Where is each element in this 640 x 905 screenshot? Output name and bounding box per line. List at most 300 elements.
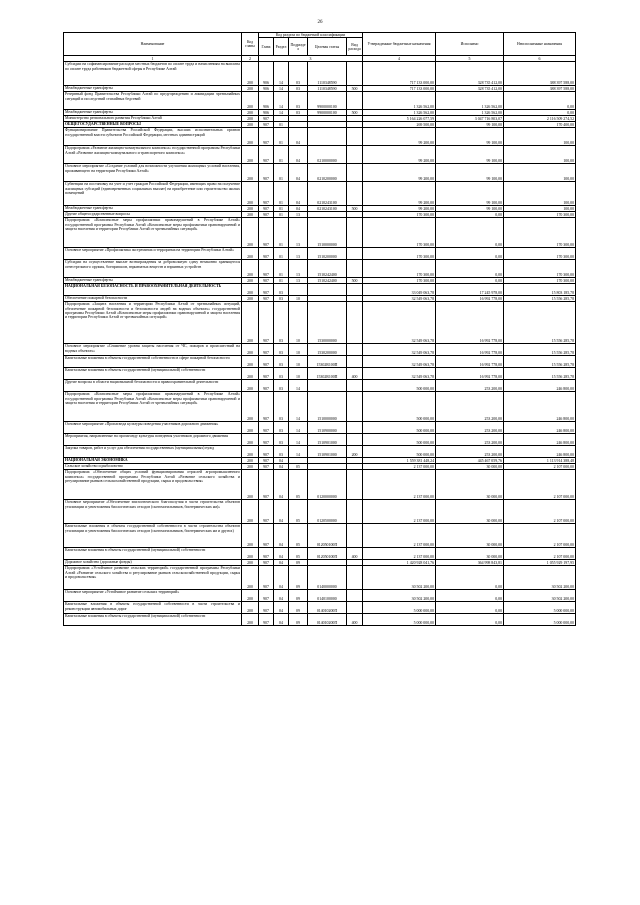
row-name: Подпрограмма «Комплексные меры профилактики правонарушений в Республике Алтай» государственной программы Республики Алтай «Комплексные меры профилактики правонарушений и защита населения и территории Республики Алтай от чрезвычайных ситуаций» — [64, 392, 242, 422]
row-vr: 200 — [347, 446, 363, 458]
row-csr: 1510900000 — [308, 422, 347, 434]
row-podrazdel — [289, 284, 308, 296]
row-razdel: 01 — [274, 260, 289, 278]
row-kod: 200 — [242, 500, 259, 524]
row-kod: 200 — [242, 296, 259, 302]
row-csr: 1530200000 — [308, 344, 347, 356]
row-unexecuted: 170 300,00 — [504, 260, 576, 278]
row-name: Дорожное хозяйство (дорожные фонды) — [64, 560, 242, 566]
row-vr: 500 — [347, 206, 363, 212]
row-vr — [347, 434, 363, 446]
row-executed: 0,00 — [436, 566, 504, 590]
row-unexecuted: 2 107 000,00 — [504, 470, 576, 500]
row-glava: 907 — [259, 296, 274, 302]
row-name: Капитальные вложения в объекты государственной собственности в части строительства объектов утилизации и уничтожения биологических отходов (скотомогильников, биотермических ям и других) — [64, 524, 242, 548]
row-name: Межбюджетные трансферты — [64, 86, 242, 92]
row-approved: 32 549 063,78 — [363, 356, 436, 368]
row-vr — [347, 62, 363, 86]
row-name: Обеспечение пожарной безопасности — [64, 296, 242, 302]
row-unexecuted: 246 800,00 — [504, 446, 576, 458]
row-podrazdel: 09 — [289, 566, 308, 590]
row-unexecuted: 170 300,00 — [504, 218, 576, 248]
row-executed: 253 200,00 — [436, 380, 504, 392]
row-kod: 200 — [242, 110, 259, 116]
row-csr: 0210243100 — [308, 182, 347, 206]
row-executed: 253 200,00 — [436, 422, 504, 434]
row-razdel: 14 — [274, 86, 289, 92]
row-kod: 200 — [242, 590, 259, 602]
row-executed: 30 000,00 — [436, 548, 504, 560]
row-executed: 328 735 412,00 — [436, 62, 504, 86]
row-executed: 16 992 778,00 — [436, 368, 504, 380]
row-csr: 15302R100П — [308, 356, 347, 368]
row-unexecuted: 170 300,00 — [504, 248, 576, 260]
row-approved: 500 000,00 — [363, 434, 436, 446]
row-vr — [347, 164, 363, 182]
row-glava: 907 — [259, 182, 274, 206]
row-unexecuted: 0,00 — [504, 110, 576, 116]
row-approved: 32 549 063,78 — [363, 296, 436, 302]
row-name: НАЦИОНАЛЬНАЯ ЭКОНОМИКА — [64, 458, 242, 464]
row-approved: 33 049 063,78 — [363, 284, 436, 296]
row-unexecuted: 100,00 — [504, 182, 576, 206]
row-approved: 99 200,00 — [363, 128, 436, 146]
col-num-3: 3 — [259, 56, 363, 62]
row-csr: 012050100П — [308, 548, 347, 560]
row-approved: 170 300,00 — [363, 260, 436, 278]
row-podrazdel: 10 — [289, 344, 308, 356]
row-podrazdel: 13 — [289, 248, 308, 260]
row-csr: 1510000000 — [308, 392, 347, 422]
row-name: Министерство регионального развития Республики Алтай — [64, 116, 242, 122]
row-razdel: 04 — [274, 566, 289, 590]
row-name: Функционирование Правительства Российской Федерации, высших исполнительных органов государственной власти субъектов Российской Федерации, местных администраций — [64, 128, 242, 146]
row-vr — [347, 566, 363, 590]
row-executed: 0,00 — [436, 212, 504, 218]
table-row — [64, 92, 576, 110]
row-vr — [347, 344, 363, 356]
row-unexecuted: 2 107 000,00 — [504, 464, 576, 470]
row-podrazdel: 04 — [289, 128, 308, 146]
row-razdel: 01 — [274, 146, 289, 164]
row-razdel: 01 — [274, 182, 289, 206]
row-csr — [308, 380, 347, 392]
row-name: Субсидии на осуществление выплат вознаграждения за добровольную сдачу незаконно хранящегося огнестрельного оружия, боеприпасов, взрывчатых веществ и взрывных устройств — [64, 260, 242, 278]
row-kod: 200 — [242, 302, 259, 344]
row-csr: 0140100000 — [308, 590, 347, 602]
row-executed: 30 000,00 — [436, 464, 504, 470]
row-podrazdel: 04 — [289, 164, 308, 182]
table-row — [64, 470, 576, 500]
row-podrazdel: 05 — [289, 500, 308, 524]
row-vr: 400 — [347, 368, 363, 380]
row-glava: 907 — [259, 248, 274, 260]
row-executed: 30 000,00 — [436, 500, 504, 524]
row-unexecuted: 15 556 285,78 — [504, 344, 576, 356]
row-csr: 1510200000 — [308, 248, 347, 260]
row-podrazdel: 13 — [289, 218, 308, 248]
row-razdel: 01 — [274, 164, 289, 182]
row-approved: 1 326 562,00 — [363, 92, 436, 110]
row-unexecuted: 388 397 588,00 — [504, 62, 576, 86]
header-executed: Исполнено — [436, 33, 504, 56]
row-vr — [347, 284, 363, 296]
row-executed: 99 100,00 — [436, 164, 504, 182]
row-glava: 907 — [259, 284, 274, 296]
row-name: Межбюджетные трансферты — [64, 278, 242, 284]
row-podrazdel: 10 — [289, 302, 308, 344]
header-classification: Код раздела по бюджетной классификации — [259, 33, 363, 38]
row-razdel: 04 — [274, 500, 289, 524]
row-kod: 200 — [242, 146, 259, 164]
row-glava: 907 — [259, 344, 274, 356]
row-csr: 9900000100 — [308, 110, 347, 116]
row-approved: 170 300,00 — [363, 278, 436, 284]
row-name: Подпрограмма «Комплексные меры профилактики правонарушений в Республике Алтай» государственной программы Республики Алтай «Комплексные меры профилактики правонарушений и защита населения и территории Республики Алтай от чрезвычайных ситуаций» — [64, 218, 242, 248]
row-glava: 907 — [259, 464, 274, 470]
row-name: Основное мероприятие «Создание условий для возможности улучшения жилищных условий населения, проживающего на территории Республики Алтай» — [64, 164, 242, 182]
row-vr — [347, 128, 363, 146]
row-vr — [347, 92, 363, 110]
row-unexecuted: 5 000 000,00 — [504, 602, 576, 614]
row-executed: 1 326 562,00 — [436, 92, 504, 110]
row-glava: 907 — [259, 116, 274, 122]
row-name: Другие вопросы в области национальной безопасности и правоохранительной деятельности — [64, 380, 242, 392]
table-row — [64, 524, 576, 548]
row-name: Другие общегосударственные вопросы — [64, 212, 242, 218]
header-kod-glav: Код главы — [242, 33, 259, 56]
row-name: Подпрограмма «Защита населения и территории Республики Алтай от чрезвычайных ситуаций, обеспечение пожарной безопасности и безопасности людей на водных объектах» государственной программы Республики Алтай «Комплексные меры профилактики правонарушений и защита населения и территории Республики Алтай от чрезвычайных ситуаций» — [64, 302, 242, 344]
row-kod: 200 — [242, 602, 259, 614]
row-podrazdel: 09 — [289, 590, 308, 602]
row-glava: 907 — [259, 566, 274, 590]
row-podrazdel: 10 — [289, 296, 308, 302]
row-unexecuted: 170 300,00 — [504, 278, 576, 284]
row-name: НАЦИОНАЛЬНАЯ БЕЗОПАСНОСТЬ И ПРАВООХРАНИТЕЛЬНАЯ ДЕЯТЕЛЬНОСТЬ — [64, 284, 242, 296]
row-razdel: 14 — [274, 92, 289, 110]
row-razdel: 01 — [274, 218, 289, 248]
row-csr: 1110348590 — [308, 86, 347, 92]
row-podrazdel: 10 — [289, 368, 308, 380]
row-podrazdel: 09 — [289, 614, 308, 626]
budget-table — [63, 32, 576, 626]
row-razdel: 04 — [274, 464, 289, 470]
row-podrazdel: 05 — [289, 524, 308, 548]
row-razdel: 04 — [274, 590, 289, 602]
row-razdel: 01 — [274, 128, 289, 146]
row-vr: 500 — [347, 278, 363, 284]
row-unexecuted: 15 556 285,78 — [504, 368, 576, 380]
row-unexecuted: 5 000 000,00 — [504, 614, 576, 626]
row-glava: 907 — [259, 356, 274, 368]
row-kod: 200 — [242, 368, 259, 380]
row-unexecuted: 246 800,00 — [504, 434, 576, 446]
row-executed: 99 100,00 — [436, 206, 504, 212]
row-name: Подпрограмма «Устойчивое развитие сельских территорий» государственной программы Республики Алтай «Развитие сельского хозяйства и регулирование рынков сельскохозяйственной продукции, сырья и продовольствия» — [64, 566, 242, 590]
row-vr — [347, 248, 363, 260]
row-kod: 200 — [242, 344, 259, 356]
row-executed: 0,00 — [436, 248, 504, 260]
row-glava: 907 — [259, 206, 274, 212]
row-approved: 2 137 000,00 — [363, 548, 436, 560]
table-row — [64, 344, 576, 356]
row-vr — [347, 356, 363, 368]
row-unexecuted: 100,00 — [504, 128, 576, 146]
row-podrazdel: 04 — [289, 206, 308, 212]
row-executed: 328 735 412,00 — [436, 86, 504, 92]
row-executed: 445 467 059,76 — [436, 458, 504, 464]
header-row-1 — [64, 33, 576, 38]
row-kod: 200 — [242, 128, 259, 146]
row-name: Субвенции на постановку на учет и учет граждан Российской Федерации, имеющих право на получение жилищных субсидий (единовременных социальных выплат) на приобретение или строительство жилых помещений — [64, 182, 242, 206]
header-approved: Утвержденные бюджетные назначения — [363, 33, 436, 56]
table-body — [64, 62, 576, 626]
row-approved: 32 549 063,78 — [363, 344, 436, 356]
row-name: Капитальные вложения в объекты государственной (муниципальной) собственности — [64, 614, 242, 626]
row-executed: 253 200,00 — [436, 392, 504, 422]
row-razdel: 04 — [274, 524, 289, 548]
row-executed: 0,00 — [436, 260, 504, 278]
table-row — [64, 182, 576, 206]
row-kod: 200 — [242, 260, 259, 278]
row-approved: 2 137 000,00 — [363, 470, 436, 500]
row-csr: 0210000000 — [308, 146, 347, 164]
table-row — [64, 128, 576, 146]
row-razdel: 14 — [274, 62, 289, 86]
row-name: ОБЩЕГОСУДАРСТВЕННЫЕ ВОПРОСЫ — [64, 122, 242, 128]
col-num-5: 5 — [436, 56, 504, 62]
row-name: Капитальные вложения в объекты государственной собственности в сфере пожарной безопасности — [64, 356, 242, 368]
header-podrazdel: Подраздел — [289, 38, 308, 56]
row-glava: 907 — [259, 422, 274, 434]
row-kod: 200 — [242, 614, 259, 626]
row-glava: 907 — [259, 302, 274, 344]
row-approved: 2 137 000,00 — [363, 500, 436, 524]
row-name: Основное мероприятие «Снижение уровня защиты населения от ЧС, пожаров и происшествий на водных объектах» — [64, 344, 242, 356]
row-executed: 99 100,00 — [436, 146, 504, 164]
row-vr: 500 — [347, 86, 363, 92]
row-name: Основное мероприятие «Обеспечение эпизоотического благополучия в части строительства объектов утилизации и уничтожения биологических отходов (скотомогильников, биотермических ям)» — [64, 500, 242, 524]
row-kod: 200 — [242, 524, 259, 548]
row-unexecuted: 1 055 929 197,95 — [504, 560, 576, 566]
row-executed: 0,00 — [436, 590, 504, 602]
row-approved: 170 300,00 — [363, 212, 436, 218]
row-executed: 17 245 978,00 — [436, 284, 504, 296]
row-unexecuted: 30 502 200,00 — [504, 590, 576, 602]
row-glava: 907 — [259, 614, 274, 626]
row-razdel: 14 — [274, 110, 289, 116]
row-glava: 907 — [259, 560, 274, 566]
row-unexecuted: 388 397 588,00 — [504, 86, 576, 92]
row-unexecuted: 15 556 285,78 — [504, 356, 576, 368]
row-unexecuted: 30 502 200,00 — [504, 566, 576, 590]
row-unexecuted: 2 107 000,00 — [504, 500, 576, 524]
table-row — [64, 164, 576, 182]
row-podrazdel: 05 — [289, 548, 308, 560]
row-csr: 1110348590 — [308, 62, 347, 86]
row-approved: 99 200,00 — [363, 146, 436, 164]
row-approved: 5 000 000,00 — [363, 602, 436, 614]
row-kod: 200 — [242, 164, 259, 182]
row-kod: 200 — [242, 86, 259, 92]
row-vr — [347, 590, 363, 602]
row-kod: 200 — [242, 458, 259, 464]
row-approved: 717 133 000,00 — [363, 86, 436, 92]
row-name: Субсидии на софинансирование расходов местных бюджетов по оплате труда и начислениям на выплаты по оплате труда работников бюджетной сферы в Республике Алтай — [64, 62, 242, 86]
row-vr — [347, 302, 363, 344]
row-csr — [308, 284, 347, 296]
table-row — [64, 218, 576, 248]
header-csr: Целевая статья — [308, 38, 347, 56]
row-name: Капитальные вложения в объекты государственной собственности в части строительства и реконструкции автомобильных дорог — [64, 602, 242, 614]
table-row — [64, 548, 576, 560]
row-glava: 907 — [259, 458, 274, 464]
row-name: Мероприятия, направленные на пропаганду культуры поведения участников дорожного движения — [64, 434, 242, 446]
row-kod: 200 — [242, 278, 259, 284]
row-vr — [347, 422, 363, 434]
row-approved: 5 164 226 077,59 — [363, 116, 436, 122]
row-name: Резервный фонд Правительства Республики Алтай по предупреждению и ликвидации чрезвычайных ситуаций и последствий стихийных бедствий — [64, 92, 242, 110]
row-unexecuted: 246 800,00 — [504, 380, 576, 392]
table-row — [64, 566, 576, 590]
row-unexecuted: 100,00 — [504, 164, 576, 182]
row-glava: 907 — [259, 524, 274, 548]
row-razdel: 03 — [274, 446, 289, 458]
row-name: Межбюджетные трансферты — [64, 206, 242, 212]
row-approved: 99 200,00 — [363, 164, 436, 182]
row-podrazdel: 10 — [289, 356, 308, 368]
table-row — [64, 302, 576, 344]
row-vr — [347, 602, 363, 614]
row-csr: 0140000000 — [308, 566, 347, 590]
row-unexecuted: 0,00 — [504, 92, 576, 110]
row-glava: 906 — [259, 62, 274, 86]
row-approved: 2 137 000,00 — [363, 524, 436, 548]
row-executed: 99 100,00 — [436, 182, 504, 206]
row-vr — [347, 260, 363, 278]
row-podrazdel: 03 — [289, 62, 308, 86]
row-name: Сельское хозяйство и рыболовство — [64, 464, 242, 470]
row-csr: 0120500000 — [308, 500, 347, 524]
row-kod: 200 — [242, 392, 259, 422]
row-executed: 16 992 778,00 — [436, 356, 504, 368]
row-csr: 1510901000 — [308, 446, 347, 458]
row-csr: 014010200П — [308, 614, 347, 626]
row-executed: 253 200,00 — [436, 434, 504, 446]
page-number: 26 — [317, 20, 323, 25]
col-num-4: 4 — [363, 56, 436, 62]
row-kod: 200 — [242, 380, 259, 392]
row-razdel: 03 — [274, 296, 289, 302]
row-razdel: 03 — [274, 368, 289, 380]
row-unexecuted: 246 800,00 — [504, 392, 576, 422]
col-num-6: 6 — [504, 56, 576, 62]
row-executed: 0,00 — [436, 218, 504, 248]
row-glava: 906 — [259, 86, 274, 92]
row-vr — [347, 524, 363, 548]
row-kod: 200 — [242, 182, 259, 206]
row-approved: 2 137 000,00 — [363, 464, 436, 470]
row-razdel: 04 — [274, 560, 289, 566]
row-name: Закупка товаров, работ и услуг для обеспечения государственных (муниципальных) нужд — [64, 446, 242, 458]
row-podrazdel: 05 — [289, 470, 308, 500]
row-csr: 0210243100 — [308, 206, 347, 212]
row-podrazdel: 14 — [289, 422, 308, 434]
row-approved: 1 326 562,00 — [363, 110, 436, 116]
table-row — [64, 602, 576, 614]
row-approved: 99 200,00 — [363, 182, 436, 206]
row-executed: 3 047 716 803,07 — [436, 116, 504, 122]
row-name: Капитальные вложения в объекты государственной (муниципальной) собственности — [64, 368, 242, 380]
row-executed: 364 998 843,81 — [436, 560, 504, 566]
row-name: Основное мероприятие «Профилактика экстремизма и терроризма на территории Республики Алтай» — [64, 248, 242, 260]
header-name: Наименование — [64, 33, 242, 56]
row-razdel: 04 — [274, 614, 289, 626]
row-csr: 014010200П — [308, 602, 347, 614]
row-csr: 15302R100П — [308, 368, 347, 380]
row-csr: 012050100П — [308, 524, 347, 548]
row-vr — [347, 182, 363, 206]
table-row — [64, 392, 576, 422]
row-approved: 99 200,00 — [363, 206, 436, 212]
row-glava: 907 — [259, 128, 274, 146]
header-unexecuted: Неисполненные назначения — [504, 33, 576, 56]
table-row — [64, 356, 576, 368]
row-podrazdel: 13 — [289, 278, 308, 284]
row-executed: 0,00 — [436, 614, 504, 626]
row-podrazdel: 09 — [289, 560, 308, 566]
row-razdel: 01 — [274, 212, 289, 218]
row-executed: 30 000,00 — [436, 470, 504, 500]
row-razdel: 01 — [274, 248, 289, 260]
row-vr: 400 — [347, 614, 363, 626]
row-podrazdel: 14 — [289, 392, 308, 422]
row-executed: 16 992 778,00 — [436, 296, 504, 302]
row-podrazdel: 03 — [289, 86, 308, 92]
row-name: Основное мероприятие «Пропаганда культуры поведения участников дорожного движения» — [64, 422, 242, 434]
row-approved: 32 549 063,78 — [363, 368, 436, 380]
table-row — [64, 368, 576, 380]
row-kod: 200 — [242, 566, 259, 590]
row-approved: 1 559 381 448,24 — [363, 458, 436, 464]
row-approved: 500 000,00 — [363, 392, 436, 422]
row-csr: 1510901000 — [308, 434, 347, 446]
row-glava: 907 — [259, 260, 274, 278]
row-kod: 200 — [242, 92, 259, 110]
row-unexecuted: 2 107 000,00 — [504, 524, 576, 548]
row-podrazdel: 14 — [289, 434, 308, 446]
row-vr: 400 — [347, 548, 363, 560]
row-kod: 200 — [242, 446, 259, 458]
row-name: Капитальные вложения в объекты государственной (муниципальной) собственности — [64, 548, 242, 560]
row-executed: 16 992 778,00 — [436, 344, 504, 356]
row-glava: 907 — [259, 212, 274, 218]
row-glava: 906 — [259, 92, 274, 110]
row-approved: 500 000,00 — [363, 446, 436, 458]
row-csr: 1510242400 — [308, 278, 347, 284]
row-approved: 170 300,00 — [363, 218, 436, 248]
row-executed: 0,00 — [436, 602, 504, 614]
row-unexecuted: 15 556 285,78 — [504, 302, 576, 344]
row-razdel: 01 — [274, 278, 289, 284]
row-kod: 200 — [242, 356, 259, 368]
row-kod: 200 — [242, 464, 259, 470]
row-kod: 200 — [242, 248, 259, 260]
row-unexecuted: 100,00 — [504, 146, 576, 164]
row-glava: 907 — [259, 380, 274, 392]
row-executed: 30 000,00 — [436, 524, 504, 548]
row-executed: 99 100,00 — [436, 128, 504, 146]
